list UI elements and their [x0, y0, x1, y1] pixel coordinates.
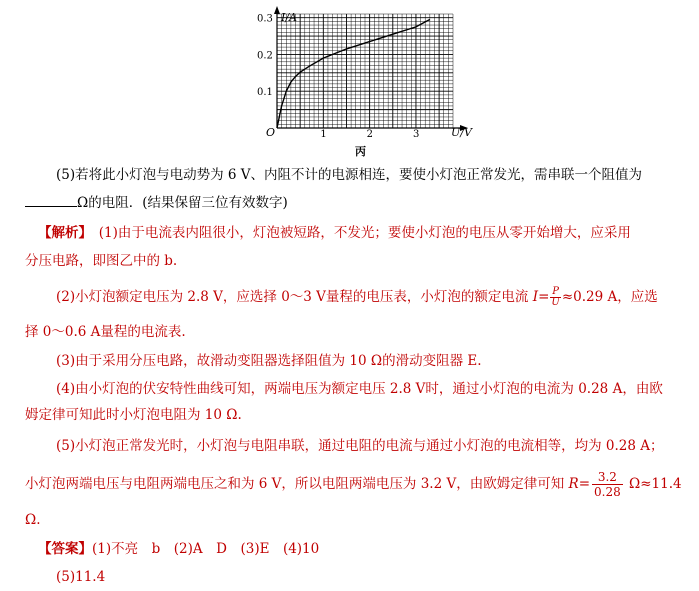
fraction-numerator-P: P [552, 286, 559, 297]
fraction-numerator-3.2: 3.2 [592, 470, 623, 485]
analysis-p5b-after: Ω≈11.4 [624, 476, 682, 492]
analysis-p2-line-2: 择 0～0.6 A量程的电流表. [25, 324, 186, 340]
resistance-fraction [592, 470, 623, 499]
analysis-label: 【解析】 [38, 225, 86, 241]
answer-label: 【答案】 [38, 541, 92, 557]
answer-line-1-text: (1)不亮 b (2)A D (3)E (4)10 [92, 541, 320, 557]
analysis-p5-line-1: (5)小灯泡正常发光时，小灯泡与电阻串联，通过电阻的电流与通过小灯泡的电流相等，均为 0.28 A； [56, 438, 664, 454]
fraction-denominator-0.28: 0.28 [594, 485, 621, 499]
answer-line-1 [38, 540, 319, 558]
x-tick-label: 3 [412, 129, 420, 140]
analysis-p2a-before: (2)小灯泡额定电压为 2.8 V，应选择 0～3 V量程的电压表，小灯泡的额定电流 [56, 289, 533, 305]
y-tick-label: 0.3 [257, 13, 273, 25]
figure-caption: 丙 [355, 145, 366, 158]
fraction-denominator-U: U [551, 297, 560, 308]
analysis-p5b-before: 小灯泡两端电压与电阻两端电压之和为 6 V，所以电阻两端电压为 3.2 V，由欧姆定律可知 [25, 476, 569, 492]
analysis-p4-line-2: 姆定律可知此时小灯泡电阻为 10 Ω. [25, 407, 242, 423]
question-5-line-2-text: Ω的电阻．(结果保留三位有效数字) [77, 195, 288, 211]
x-tick-label: 2 [366, 129, 374, 140]
answer-blank[interactable] [25, 194, 77, 207]
analysis-p5-line-3: Ω. [25, 512, 41, 528]
answer-line-2: (5)11.4 [56, 569, 106, 585]
analysis-p5-line-2 [25, 470, 682, 499]
analysis-p1-line-1 [38, 224, 631, 242]
y-axis-label: I/A [281, 11, 297, 24]
analysis-p5b-R: R [568, 476, 579, 492]
analysis-p5b-eq: = [578, 476, 590, 492]
question-5-line-1: (5)若将此小灯泡与电动势为 6 V、内阻不计的电源相连，要使小灯泡正常发光，需串联一个阻值为 [56, 167, 643, 183]
y-axis-arrow [274, 6, 280, 14]
chart-ticks [257, 14, 419, 140]
question-5-line-2 [25, 194, 288, 212]
chart-grid-minor [277, 14, 453, 128]
y-tick-label: 0.2 [257, 50, 273, 62]
analysis-p2a-after: ≈0.29 A，应选 [561, 289, 658, 305]
x-axis-label: U/V [451, 126, 472, 139]
current-fraction [550, 287, 560, 308]
analysis-p3: (3)由于采用分压电路，故滑动变阻器选择阻值为 10 Ω的滑动变阻器 E. [56, 353, 482, 369]
analysis-p1-line-2: 分压电路，即图乙中的 b. [25, 253, 178, 269]
analysis-p4-line-1: (4)由小灯泡的伏安特性曲线可知，两端电压为额定电压 2.8 V时，通过小灯泡的电流为 0.28 A，由欧 [56, 381, 663, 397]
y-tick-label: 0.1 [257, 87, 273, 99]
analysis-p2a-eq: = [538, 289, 550, 305]
origin-label: O [266, 126, 276, 139]
analysis-p1a-text: (1)由于电流表内阻很小，灯泡被短路，不发光；要使小灯泡的电压从零开始增大，应采用 [98, 225, 631, 241]
x-tick-label: 1 [320, 129, 327, 140]
analysis-p2-line-1 [56, 287, 658, 308]
analysis-p2a-I: I [532, 289, 539, 305]
iv-curve-chart [0, 0, 699, 160]
